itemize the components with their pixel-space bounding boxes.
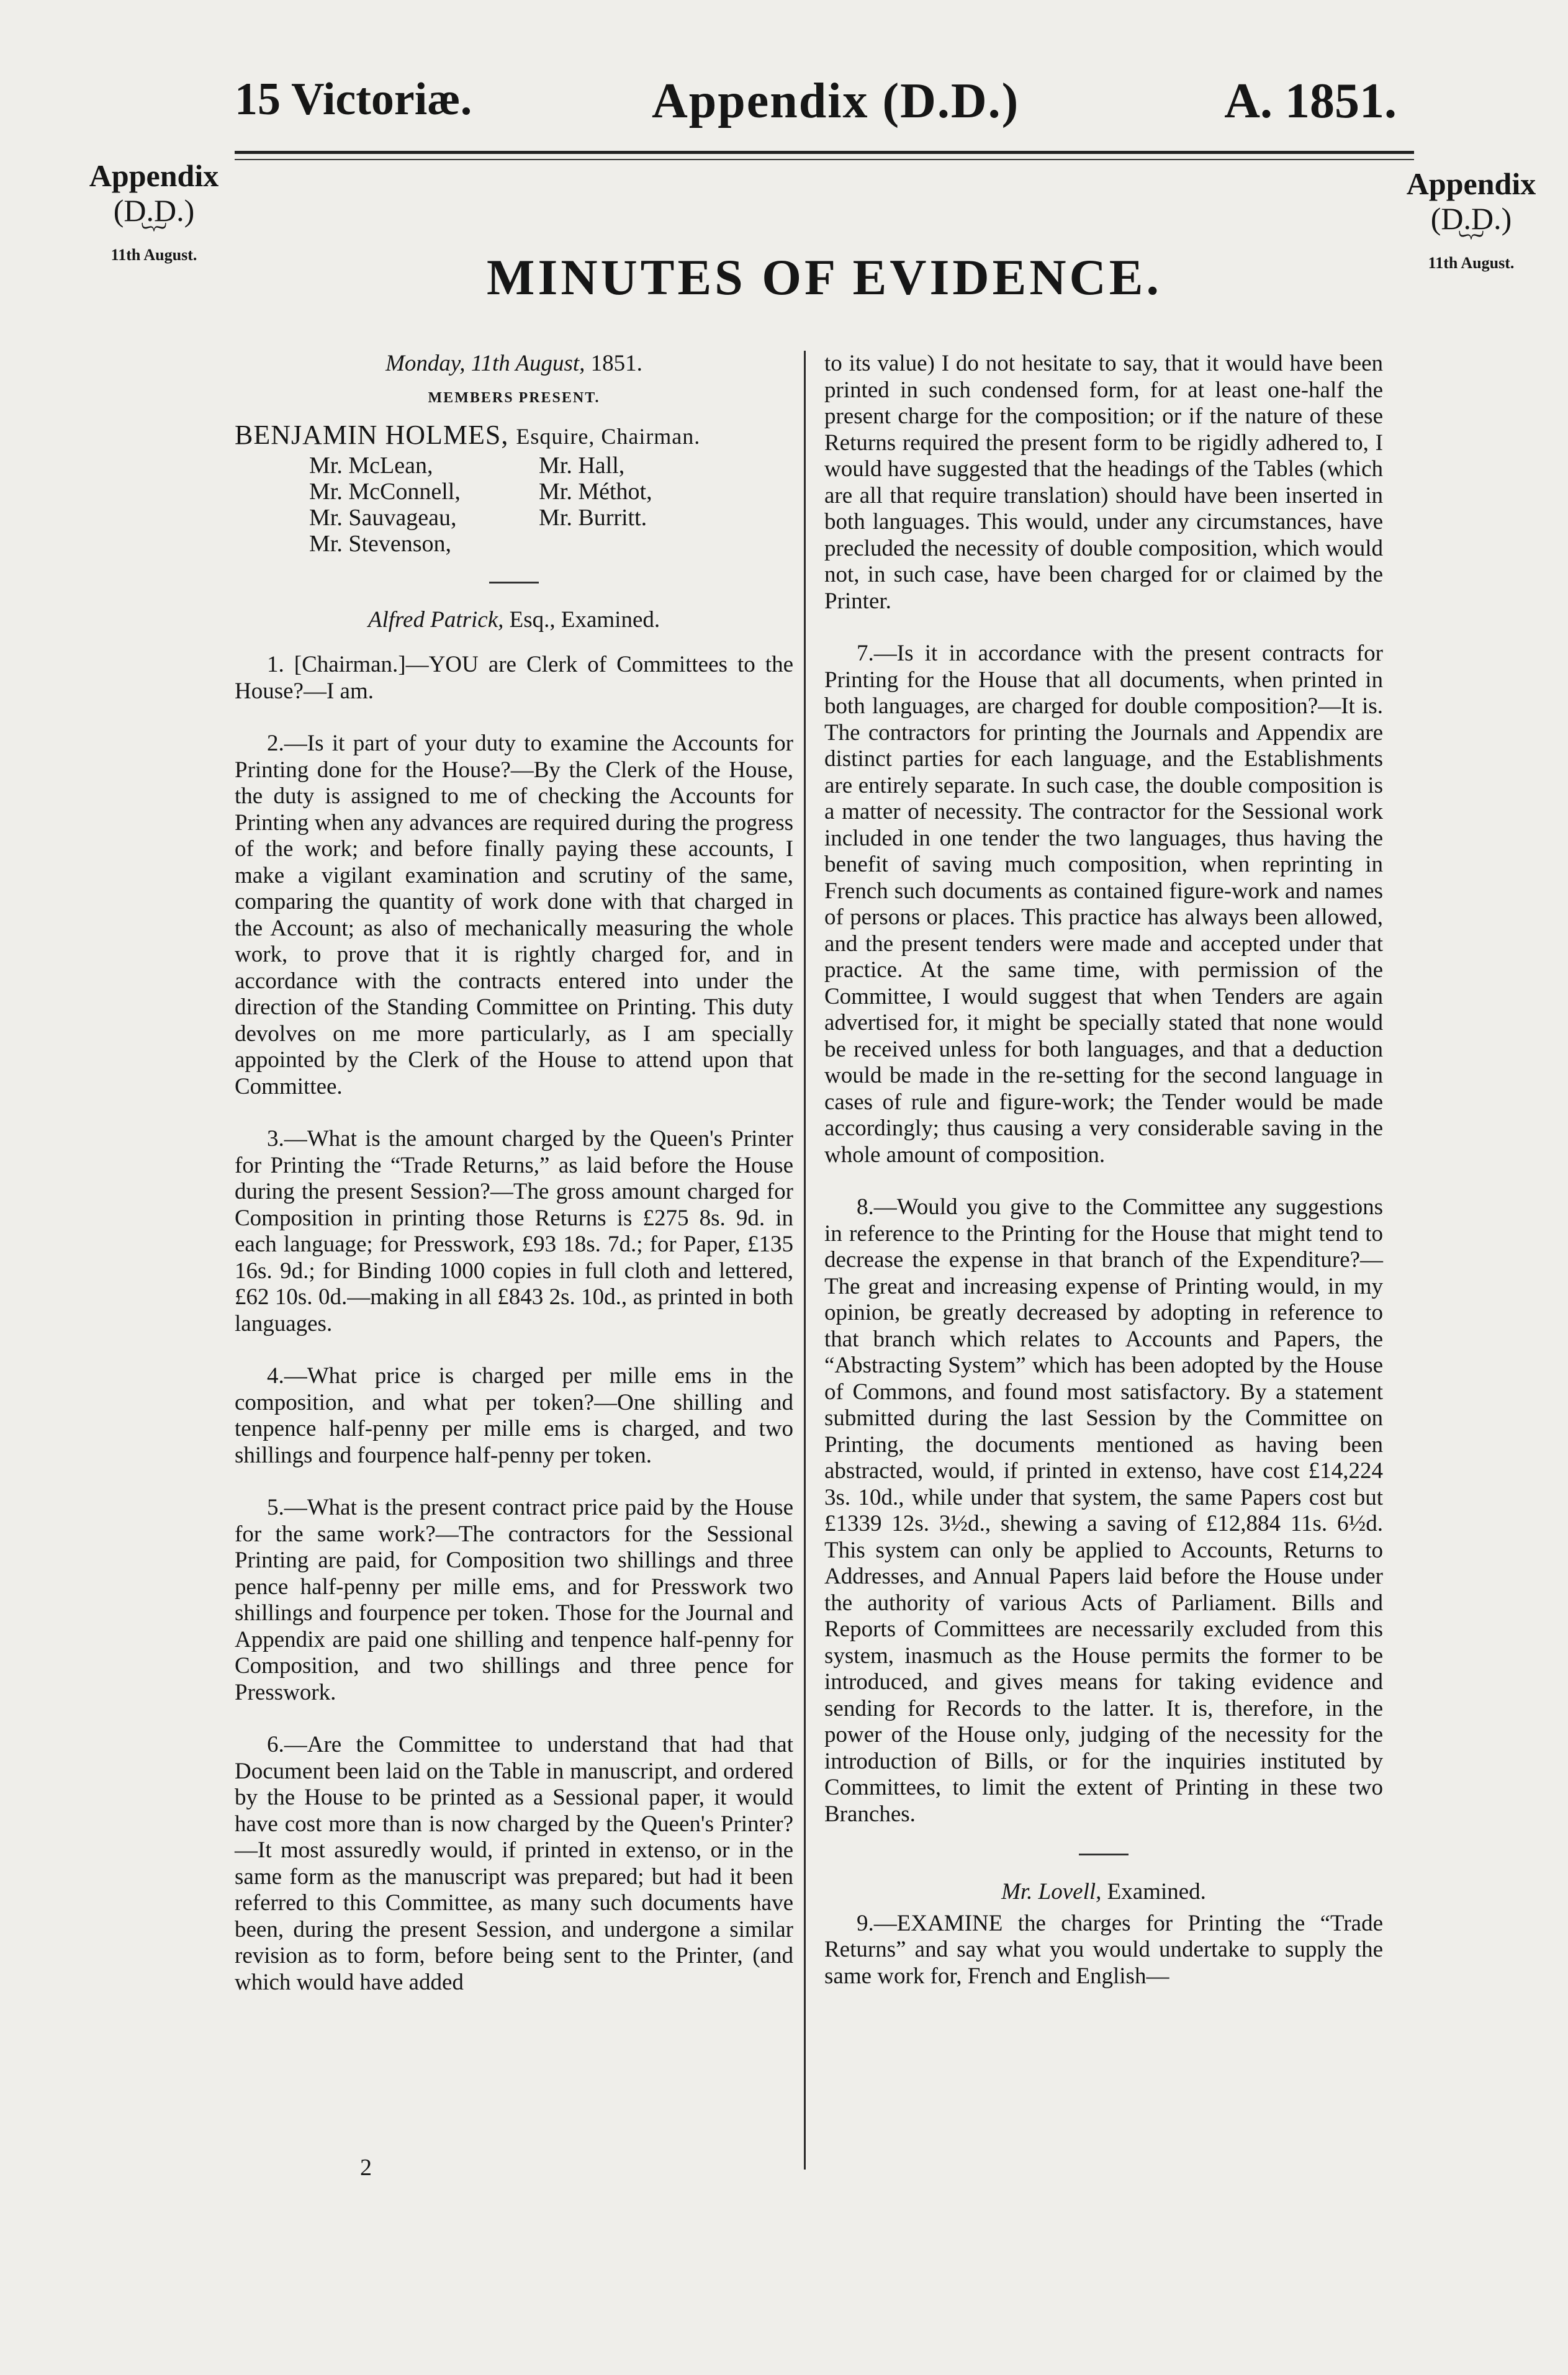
header-rule-thin [235, 159, 1414, 160]
page-title: MINUTES OF EVIDENCE. [487, 249, 1162, 305]
evidence-paragraph: 4.—What price is charged per mille ems in the composition, and what per token?—One shilling and tenpence half-penny per mille ems is charged, and two shillings and fourpence half-penny per token. [235, 1363, 793, 1468]
right-column [824, 351, 1383, 2016]
session-date [235, 351, 793, 377]
column-divider [804, 351, 806, 2170]
chairman-line [235, 422, 793, 450]
evidence-paragraph: 6.—Are the Committee to understand that had that Document been laid on the Table in manuscript, and ordered by the House to be printed as a Sessional paper, it would have cost more than is now charged by the Queen's Printer?—It most assuredly would, if printed in extenso, or in the same form as the manuscript was prepared; but had it been referred to this Committee, as many such documents have been, during the present Session, and undergone a similar revision as to form, before being sent to the Printer, (and which would have added [235, 1732, 793, 1995]
margin-note-left-sub: (D.D.) [113, 193, 195, 228]
header-center: Appendix (D.D.) [652, 74, 1020, 128]
session-date-year: 1851. [585, 351, 642, 376]
member-name [539, 531, 725, 557]
session-date-italic: Monday, 11th August, [385, 351, 585, 376]
member-name: Mr. Sauvageau, [309, 504, 457, 531]
evidence-paragraph: 3.—What is the amount charged by the Queen's Printer for Printing the “Trade Returns,” as laid before the House during the present Session?—The gross amount charged for Composition in printing those Returns is £275 8s. 9d. in each language; for Presswork, £93 18s. 7d.; for Paper, £135 16s. 9d.; for Binding 1000 copies in full cloth and lettered, £62 10s. 0d.—making in all £843 2s. 10d., as printed in both languages. [235, 1126, 793, 1336]
member-name: Mr. McLean, [309, 452, 433, 479]
margin-note-right-date: 11th August. [1428, 254, 1515, 272]
member-name: Mr. Burritt. [539, 504, 647, 531]
header-right: A. 1851. [1224, 74, 1397, 128]
member-name: Mr. Stevenson, [309, 530, 452, 557]
page-number: 2 [360, 2155, 372, 2181]
running-head [230, 73, 1409, 129]
witness-name: Mr. Lovell, [1001, 1879, 1102, 1904]
margin-note-right [1397, 166, 1546, 273]
brace-ornament-icon: ︸ [142, 222, 166, 250]
witness-name: Alfred Patrick, [367, 606, 504, 633]
evidence-paragraph: 8.—Would you give to the Committee any suggestions in reference to the Printing for the House that might tend to decrease the expense in that branch of the Expenditure?—The great and increasing expense of Printing would, in my opinion, be greatly decreased by adopting in reference to that branch which relates to Accounts and Papers, the “Abstracting System” which has been adopted by the House of Commons, and found most satisfactory. By a statement submitted during the last Session by the Committee on Printing, the documents mentioned as having been abstracted, would, if printed in extenso, have cost £14,224 3s. 10d., while under that system, the same Papers cost but £1339 12s. 3½d., shewing a saving of £12,884 11s. 6½d. This system can only be applied to Accounts, Returns to Addresses, and Annual Papers laid before the House under the authority of various Acts of Parliament. Bills and Reports of Committees are necessarily excluded from this system, inasmuch as the House permits the former to be introduced, and gives means for taking evidence and sending for Records to the latter. It is, therefore, in the power of the House only, judging of the necessity for the introduction of Bills, or for the inquiries instituted by Committees, to limit the extent of Printing in these two Branches. [824, 1194, 1383, 1827]
section-divider [1079, 1854, 1129, 1855]
margin-note-left-title: Appendix [89, 158, 219, 193]
members-present-heading: MEMBERS PRESENT. [428, 389, 600, 406]
members-list [309, 453, 793, 557]
member-name: Mr. Hall, [539, 452, 625, 479]
margin-note-left [79, 158, 228, 265]
left-column [235, 351, 793, 2022]
margin-note-right-sub: (D.D.) [1430, 201, 1512, 236]
evidence-paragraph: 5.—What is the present contract price paid by the House for the same work?—The contractors for the Sessional Printing are paid, for Composition two shillings and three pence half-penny per mille ems, and for Presswork two shillings and fourpence per token. Those for the Journal and Appendix are paid one shilling and tenpence half-penny for Composition, and two shillings and three pence for Presswork. [235, 1495, 793, 1705]
evidence-paragraph: 2.—Is it part of your duty to examine the Accounts for Printing done for the House?—By the Clerk of the House, the duty is assigned to me of checking the Accounts for Printing when any advances are required during the progress of the work; and before finally paying these accounts, I make a vigilant examination and scrutiny of the same, comparing the quantity of work done with that charged in the Account; as also of mechanically measuring the whole work, to prove that it is rightly charged for, and in accordance with the contracts entered into under the direction of the Standing Committee on Printing. This duty devolves on me more particularly, as I am specially appointed by the Clerk of the House to attend upon that Committee. [235, 731, 793, 1099]
chairman-title: Esquire, Chairman. [516, 424, 701, 449]
chairman-name: BENJAMIN HOLMES, [235, 420, 516, 450]
witness-heading [824, 1879, 1383, 1906]
evidence-paragraph: 9.—EXAMINE the charges for Printing the “Trade Returns” and say what you would undertake to supply the same work for, French and English— [824, 1910, 1383, 1989]
header-left: 15 Victoriæ. [235, 74, 472, 125]
brace-ornament-icon: ︸ [1459, 230, 1484, 258]
evidence-paragraph: 1. [Chairman.]—YOU are Clerk of Committees to the House?—I am. [235, 652, 793, 704]
header-rule-thick [235, 151, 1414, 154]
witness-examined: Esq., Examined. [503, 606, 660, 633]
member-name: Mr. Méthot, [539, 478, 652, 505]
evidence-paragraph: 7.—Is it in accordance with the present contracts for Printing for the House that all documents, when printed in both languages, are charged for double composition?—It is. The contractors for printing the Journals and Appendix are distinct parties for each language, and the Establishments are entirely separate. In such case, the double composition is a matter of necessity. The contractor for the Sessional work included in one tender the two languages, thus having the benefit of saving much composition, when reprinting in French such documents as contained figure-work and names of persons or places. This practice has always been allowed, and the present tenders were made and accepted under that practice. At the same time, with permission of the Committee, I would suggest that when Tenders are again advertised for, it might be specially stated that none would be received unless for both languages, and that a deduction would be made in the re-setting for the second language in cases of rule and figure-work; the Tender would be made accordingly; thus causing a very considerable saving in the whole amount of composition. [824, 641, 1383, 1168]
section-divider [489, 582, 539, 584]
margin-note-left-date: 11th August. [110, 246, 197, 264]
witness-heading [235, 607, 793, 634]
witness-examined: Examined. [1101, 1879, 1206, 1904]
evidence-paragraph: to its value) I do not hesitate to say, that it would have been printed in such condensed form, for at least one-half the present charge for the composition; or if the nature of these Returns required the present form to be rigidly adhered to, I would have suggested that the headings of the Tables (which are all that require translation) should have been inserted in both languages. This would, under any circumstances, have precluded the necessity of double composition, which would not, in such case, have been charged for or claimed by the Printer. [824, 351, 1383, 614]
margin-note-right-title: Appendix [1406, 166, 1536, 201]
member-name: Mr. McConnell, [309, 478, 461, 505]
